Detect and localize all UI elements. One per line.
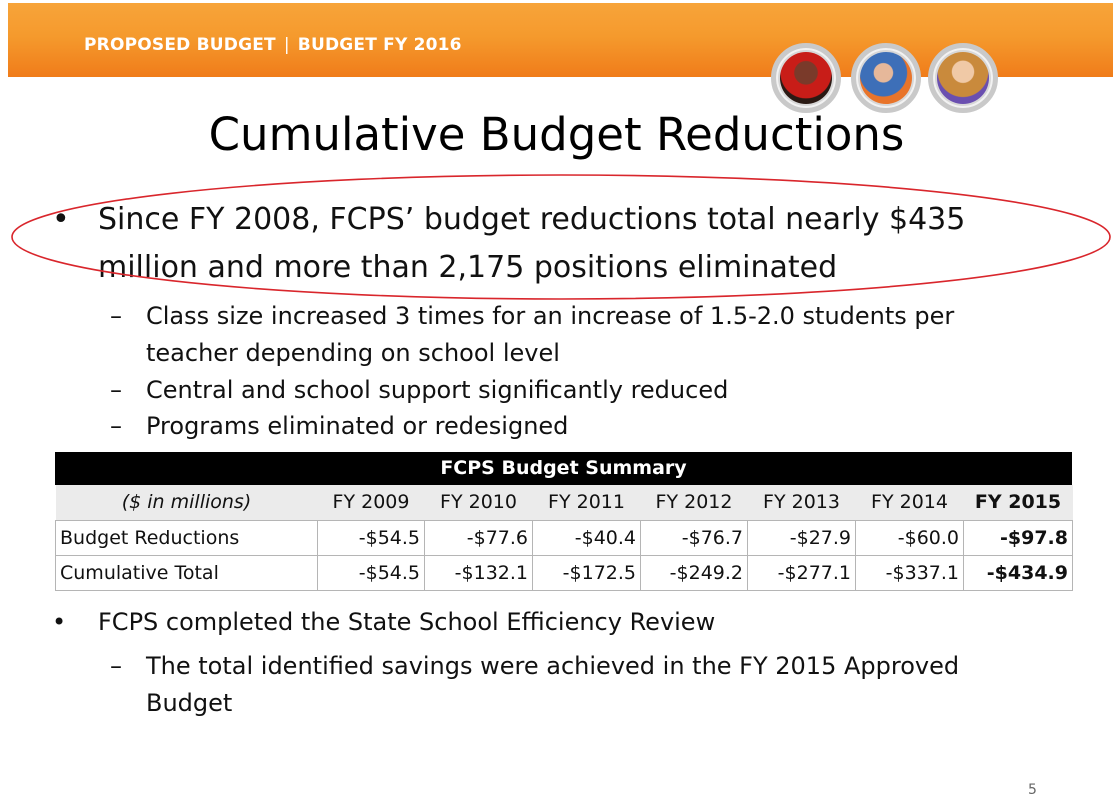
page-number: 5: [1028, 782, 1037, 798]
row-label: Budget Reductions: [56, 520, 318, 555]
dash-marker: –: [110, 412, 122, 440]
student-photo-girl: [928, 43, 998, 113]
table-cell: -$249.2: [641, 555, 748, 590]
sub-bullet-text: Programs eliminated or redesigned: [146, 412, 569, 440]
student-photo-graduate: [771, 43, 841, 113]
column-header: FY 2009: [318, 485, 425, 520]
header-right-label: BUDGET FY 2016: [297, 35, 462, 55]
column-header: FY 2012: [641, 485, 748, 520]
sub-bullet-text: The total identified savings were achieved in the FY 2015 Approved Budget: [146, 652, 960, 717]
bullet-marker: •: [52, 608, 67, 636]
table-cell: -$434.9: [964, 555, 1073, 590]
column-header: FY 2013: [748, 485, 856, 520]
column-header: FY 2011: [533, 485, 641, 520]
table-cell: -$77.6: [425, 520, 533, 555]
table-units-label: ($ in millions): [56, 485, 318, 520]
column-header: FY 2014: [856, 485, 964, 520]
header-separator: |: [283, 35, 290, 55]
bullet-marker: •: [52, 202, 70, 237]
table-cell: -$60.0: [856, 520, 964, 555]
table-cell: -$132.1: [425, 555, 533, 590]
table-cell: -$277.1: [748, 555, 856, 590]
budget-summary-table: [55, 452, 1072, 591]
sub-bullet-text: Central and school support significantly reduced: [146, 376, 729, 404]
table-cell: -$27.9: [748, 520, 856, 555]
table-cell: -$337.1: [856, 555, 964, 590]
dash-marker: –: [110, 302, 122, 330]
header-left-label: PROPOSED BUDGET: [84, 35, 276, 55]
bullet-text: Since FY 2008, FCPS’ budget reductions total nearly $435 million and more than 2,175 positions eliminated: [98, 202, 966, 285]
column-header: FY 2015: [964, 485, 1073, 520]
table-cell: -$40.4: [533, 520, 641, 555]
dash-marker: –: [110, 652, 122, 680]
slide-title: Cumulative Budget Reductions: [208, 108, 905, 161]
table-cell: -$76.7: [641, 520, 748, 555]
table-cell: -$54.5: [318, 555, 425, 590]
dash-marker: –: [110, 376, 122, 404]
table-cell: -$97.8: [964, 520, 1073, 555]
sub-bullet-text: Class size increased 3 times for an increase of 1.5-2.0 students per teacher depending on school level: [146, 302, 955, 367]
table-cell: -$54.5: [318, 520, 425, 555]
table-cell: -$172.5: [533, 555, 641, 590]
bullet-text: FCPS completed the State School Efficiency Review: [98, 608, 716, 636]
table-header-row: [56, 485, 1073, 520]
budget-table: [55, 485, 1073, 591]
column-header: FY 2010: [425, 485, 533, 520]
table-row: [56, 555, 1073, 590]
student-photo-boy: [851, 43, 921, 113]
table-row: [56, 520, 1073, 555]
header-title: [84, 35, 462, 55]
table-title: FCPS Budget Summary: [55, 452, 1072, 485]
row-label: Cumulative Total: [56, 555, 318, 590]
